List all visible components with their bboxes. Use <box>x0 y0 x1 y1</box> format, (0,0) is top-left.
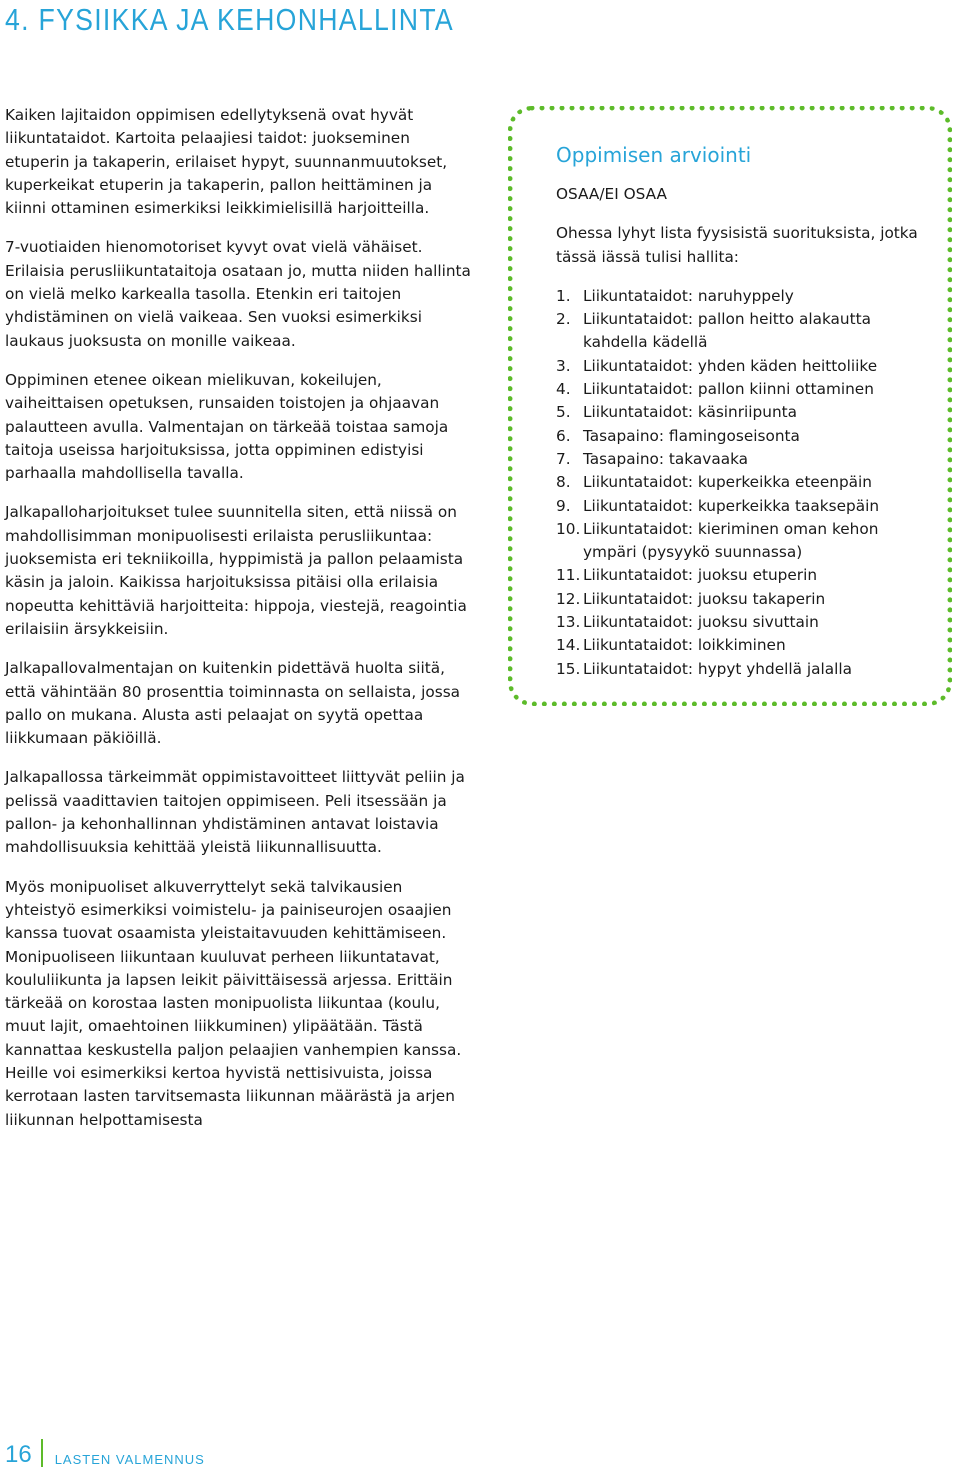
item-text: Liikuntataidot: kieriminen oman kehon ympäri (pysyykö suunnassa) <box>583 519 879 562</box>
item-number: 14. <box>556 636 581 655</box>
item-text: Liikuntataidot: juoksu etuperin <box>583 566 818 585</box>
item-text: Liikuntataidot: pallon kiinni ottaminen <box>583 380 874 399</box>
page-title: 4. FYSIIKKA JA KEHONHALLINTA <box>5 2 455 37</box>
item-number: 7. <box>556 449 571 468</box>
assessment-title: Oppimisen arviointi <box>556 143 752 167</box>
main-text-column <box>5 104 475 1148</box>
assessment-subtitle: OSAA/EI OSAA <box>556 185 667 203</box>
assessment-intro: Ohessa lyhyt lista fyysisistä suorituksista, jotka tässä iässä tulisi hallita: <box>556 224 918 266</box>
item-text: Liikuntataidot: hypyt yhdellä jalalla <box>583 659 852 678</box>
paragraph: Jalkapallossa tärkeimmät oppimistavoitteet liittyvät peliin ja pelissä vaadittavien taitojen oppimiseen. Peli itsessään ja pallon- ja kehonhallinnan yhdistäminen antavat loistavia mahdollisuuksia kehittää yleistä liikunnallisuutta. <box>5 768 465 857</box>
paragraph: 7-vuotiaiden hienomotoriset kyvyt ovat vielä vähäiset. Erilaisia perusliikuntataitoja osataan jo, mutta niiden hallinta on vielä melko karkealla tasolla. Etenkin eri taitojen yhdistäminen on vielä vaikeaa. Sen vuoksi esimerkiksi laukaus juoksusta on monille vaikeaa. <box>5 238 471 350</box>
item-number: 13. <box>556 613 581 632</box>
item-text: Liikuntataidot: pallon heitto alakautta kahdella kädellä <box>583 310 871 352</box>
page-footer <box>5 1441 205 1467</box>
item-text: Liikuntataidot: juoksu takaperin <box>583 589 826 608</box>
assessment-list <box>556 285 936 681</box>
item-number: 10. <box>556 519 581 538</box>
list-item <box>556 495 936 518</box>
item-text: Liikuntataidot: naruhyppely <box>583 286 794 305</box>
assessment-box-content <box>556 141 936 681</box>
item-number: 4. <box>556 380 571 399</box>
item-number: 6. <box>556 426 571 445</box>
list-item <box>556 658 936 681</box>
item-number: 5. <box>556 403 571 422</box>
list-item <box>556 285 936 308</box>
item-text: Liikuntataidot: juoksu sivuttain <box>583 613 819 632</box>
item-text: Liikuntataidot: kuperkeikka taaksepäin <box>583 496 880 515</box>
item-number: 8. <box>556 473 571 492</box>
item-text: Tasapaino: takavaaka <box>583 449 749 468</box>
paragraph: Myös monipuoliset alkuverryttelyt sekä talvikausien yhteistyö esimerkiksi voimistelu- ja painiseurojen osaajien kanssa tuovat osaamista yleistaitavuuden kehittämiseen. Monipuoliseen liikuntaan kuuluvat perheen liikuntatavat, koululiikunta ja lapsen leikit päivittäisessä arjessa. Erittäin tärkeää on korostaa lasten monipuolista liikuntaa (koulu, muut lajit, omaehtoinen liikkuminen) ylipäätään. Tästä kannattaa keskustella paljon pelaajien vanhempien kanssa. Heille voi esimerkiksi kertoa hyvistä nettisivuista, joissa kerrotaan lasten tarvitsemasta liikunnan määrästä ja arjen liikunnan helpottamisesta <box>5 877 462 1129</box>
item-number: 3. <box>556 356 571 375</box>
item-text: Liikuntataidot: kuperkeikka eteenpäin <box>583 473 872 492</box>
item-text: Liikuntataidot: yhden käden heittoliike <box>583 356 878 375</box>
item-number: 11. <box>556 566 581 585</box>
item-number: 2. <box>556 310 571 329</box>
list-item <box>556 308 936 355</box>
paragraph: Jalkapalloharjoitukset tulee suunnitella siten, että niissä on mahdollisimman monipuolisesti erilaista perusliikuntaa: juoksemista eri tekniikoilla, hyppimistä ja pallon pelaamista käsin ja jaloin. Kaikissa harjoituksissa pitäisi olla erilaisia nopeutta kehittäviä harjoitteita: hippoja, viestejä, reagointia erilaisiin ärsykkeisiin. <box>5 503 467 638</box>
item-number: 9. <box>556 496 571 515</box>
list-item <box>556 634 936 657</box>
publication-label: LASTEN VALMENNUS <box>54 1452 205 1467</box>
list-item <box>556 564 936 587</box>
list-item <box>556 588 936 611</box>
list-item <box>556 425 936 448</box>
paragraph: Jalkapallovalmentajan on kuitenkin pidettävä huolta siitä, että vähintään 80 prosenttia toiminnasta on sellaista, jossa pallo on mukana. Alusta asti pelaajat on syytä opettaa liikkumaan päkiöillä. <box>5 659 461 748</box>
item-number: 1. <box>556 286 571 305</box>
list-item <box>556 611 936 634</box>
list-item <box>556 378 936 401</box>
item-number: 15. <box>556 659 581 678</box>
list-item <box>556 518 936 565</box>
item-text: Liikuntataidot: käsinriipunta <box>583 403 798 422</box>
list-item <box>556 355 936 378</box>
item-number: 12. <box>556 589 581 608</box>
item-text: Tasapaino: flamingoseisonta <box>583 426 800 445</box>
page-number: 16 <box>5 1441 32 1468</box>
list-item <box>556 448 936 471</box>
assessment-box <box>508 106 952 706</box>
footer-divider <box>41 1439 43 1467</box>
item-text: Liikuntataidot: loikkiminen <box>583 636 786 655</box>
paragraph: Oppiminen etenee oikean mielikuvan, kokeilujen, vaiheittaisen opetuksen, runsaiden toistojen ja ohjaavan palautteen avulla. Valmentajan on tärkeää toistaa samoja taitoja useissa harjoituksissa, jotta oppiminen edistyisi parhaalla mahdollisella tavalla. <box>5 370 449 483</box>
list-item <box>556 471 936 494</box>
paragraph: Kaiken lajitaidon oppimisen edellytyksenä ovat hyvät liikuntataidot. Kartoita pelaajiesi taidot: juokseminen etuperin ja takaperin, erilaiset hypyt, suunnanmuutokset, kuperkeikat etuperin ja takaperin, pallon heittäminen ja kiinni ottaminen esimerkiksi leikkimielisillä harjoitteilla. <box>5 106 448 218</box>
list-item <box>556 401 936 424</box>
